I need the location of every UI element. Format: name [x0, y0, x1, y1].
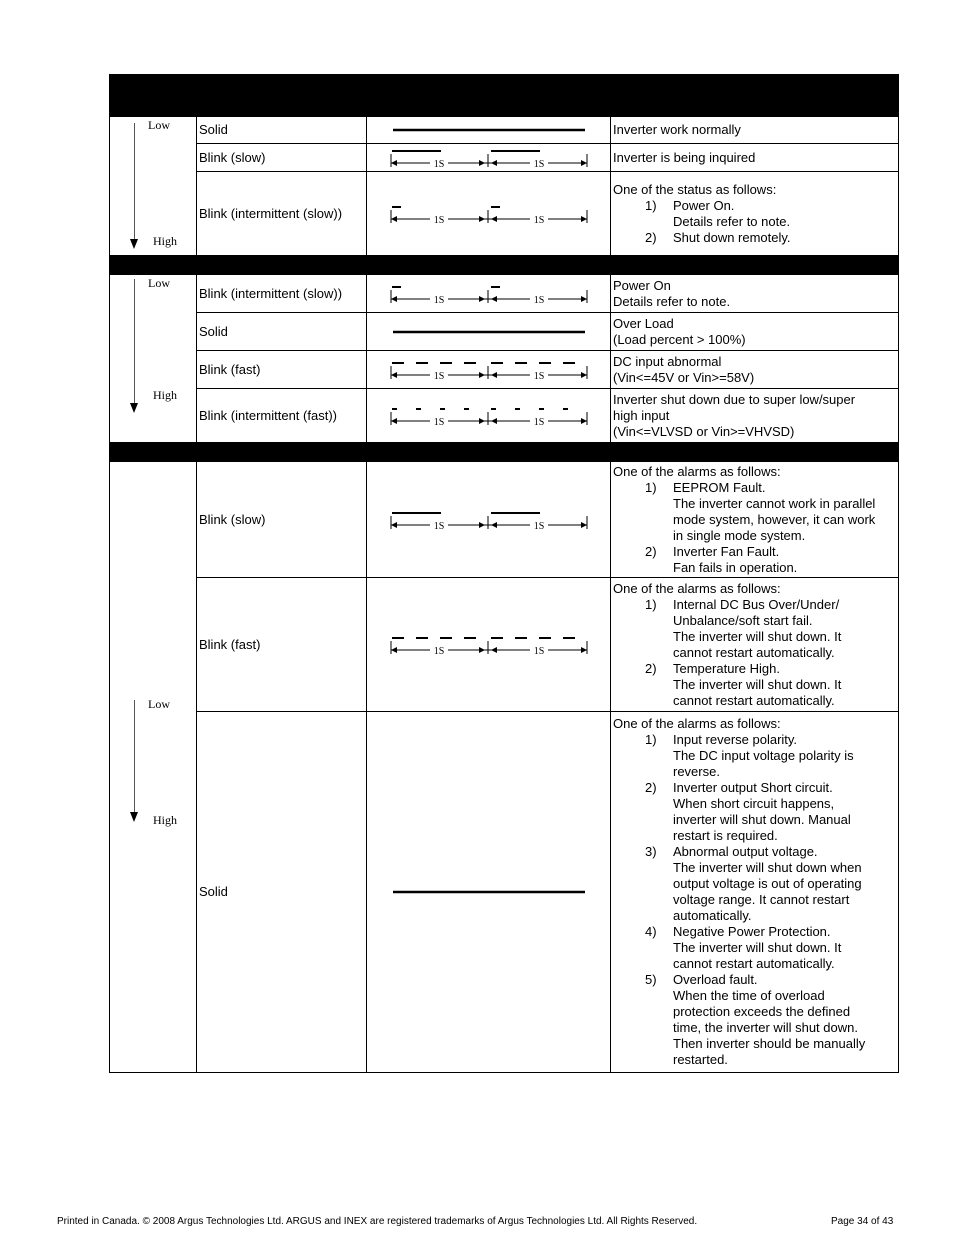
description-line: high input [613, 407, 670, 423]
column-header-bar [110, 98, 899, 117]
led-mode-cell: Solid [197, 117, 367, 144]
header-cell [110, 98, 197, 117]
list-item-line: cannot restart automatically. [673, 956, 835, 971]
description-line: (Vin<=VLVSD or Vin>=VHVSD) [613, 423, 795, 439]
table-row [110, 172, 899, 256]
list-item-number: 1) [645, 479, 657, 495]
table-row [110, 275, 899, 313]
timing-arrowhead [479, 522, 485, 528]
list-item-line: Inverter output Short circuit. [673, 780, 833, 795]
led-mode-cell: Blink (slow) [197, 462, 367, 578]
description-intro: One of the alarms as follows: [613, 580, 781, 596]
table-row [110, 462, 899, 578]
led-pattern-fast [389, 632, 589, 658]
list-item-number: 1) [645, 197, 657, 213]
list-item-line: restarted. [673, 1052, 728, 1067]
led-mode-cell: Blink (intermittent (fast)) [197, 389, 367, 443]
description-list [613, 732, 896, 1068]
list-item-line: restart is required. [673, 828, 778, 843]
list-item-line: Negative Power Protection. [673, 924, 831, 939]
header-cell [367, 98, 611, 117]
list-item-line: Internal DC Bus Over/Under/ [673, 596, 840, 612]
priority-cell [110, 117, 197, 256]
timing-arrowhead [391, 522, 397, 528]
table-row [110, 117, 899, 144]
led-mode-cell: Blink (intermittent (slow)) [197, 172, 367, 256]
description-cell [611, 389, 899, 443]
priority-low-label: Low [148, 276, 170, 290]
description-cell [611, 712, 899, 1073]
list-item-number: 2) [645, 229, 657, 245]
section-header-bar [110, 256, 899, 275]
description-list [613, 480, 896, 576]
timing-arrowhead [391, 160, 397, 166]
description-line: DC input abnormal [613, 353, 722, 369]
arrow-down-icon [130, 812, 138, 822]
priority-high-label: High [153, 388, 177, 402]
list-item-number: 1) [645, 596, 657, 612]
list-item-line: Shut down remotely. [673, 229, 791, 245]
description-cell [611, 578, 899, 712]
timing-arrowhead [479, 216, 485, 222]
period-label: 1S [433, 416, 444, 428]
priority-cell [110, 462, 197, 1073]
header-cell [611, 98, 899, 117]
description-list-item [613, 480, 896, 544]
period-label: 1S [433, 370, 444, 382]
description-intro: One of the alarms as follows: [613, 463, 781, 479]
priority-arrow-line [134, 279, 135, 403]
header-cell [611, 256, 899, 275]
timing-arrowhead [479, 372, 485, 378]
list-item-line: mode system, however, it can work [673, 511, 876, 527]
led-pattern-cell [367, 172, 611, 256]
list-item-line: Fan fails in operation. [673, 559, 798, 575]
table-row [110, 144, 899, 172]
description-list-item [613, 597, 896, 661]
list-item-line: inverter will shut down. Manual [673, 812, 851, 827]
list-item-line: The inverter will shut down. It [673, 628, 842, 644]
header-cell [110, 256, 197, 275]
timing-arrowhead [581, 418, 587, 424]
description-cell [611, 117, 899, 144]
description-list-item [613, 924, 896, 972]
description-cell [611, 172, 899, 256]
list-item-number: 2) [645, 543, 657, 559]
header-cell [367, 443, 611, 462]
table-row [110, 313, 899, 351]
timing-arrowhead [391, 296, 397, 302]
timing-arrowhead [391, 372, 397, 378]
led-pattern-solid [389, 319, 589, 345]
period-label: 1S [533, 214, 544, 226]
timing-arrowhead [581, 372, 587, 378]
led-pattern-slow [389, 507, 589, 533]
description-list-item [613, 544, 896, 576]
timing-arrowhead [491, 160, 497, 166]
list-item-line: reverse. [673, 764, 720, 779]
led-mode-cell: Blink (slow) [197, 144, 367, 172]
list-item-line: automatically. [673, 908, 752, 923]
led-pattern-cell [367, 712, 611, 1073]
list-item-line: Abnormal output voltage. [673, 844, 818, 859]
led-mode-cell: Blink (fast) [197, 351, 367, 389]
description-line: Details refer to note. [613, 293, 731, 309]
table-title-bar [110, 75, 899, 98]
led-pattern-cell [367, 389, 611, 443]
led-pattern-int-slow [389, 281, 589, 307]
led-pattern-cell [367, 313, 611, 351]
header-cell [197, 256, 367, 275]
list-item-line: Overload fault. [673, 972, 758, 987]
table-row [110, 351, 899, 389]
header-cell [110, 443, 197, 462]
footer-copyright: Printed in Canada. © 2008 Argus Technologies Ltd. ARGUS and INEX are registered trademarks of Argus Technologies Ltd. All Rights Reserved. [57, 1216, 698, 1227]
description-intro: One of the status as follows: [613, 181, 777, 197]
description-list [613, 198, 896, 246]
list-item-line: cannot restart automatically. [673, 692, 835, 708]
period-label: 1S [533, 645, 544, 657]
priority-arrow-line [134, 700, 135, 812]
description-line: Power On [613, 277, 671, 293]
timing-arrowhead [391, 418, 397, 424]
description-list [613, 597, 896, 709]
list-item-number: 5) [645, 972, 657, 987]
description-intro: One of the alarms as follows: [613, 716, 781, 731]
priority-arrow-line [134, 123, 135, 239]
period-label: 1S [433, 214, 444, 226]
priority-low-label: Low [148, 697, 170, 711]
table-row [110, 712, 899, 1073]
led-pattern-cell [367, 351, 611, 389]
description-list-item [613, 230, 896, 246]
timing-arrowhead [479, 647, 485, 653]
list-item-number: 3) [645, 844, 657, 859]
description-line: Over Load [613, 315, 674, 331]
period-label: 1S [433, 645, 444, 657]
led-pattern-cell [367, 144, 611, 172]
description-line: (Vin<=45V or Vin>=58V) [613, 369, 755, 385]
led-mode-cell: Blink (intermittent (slow)) [197, 275, 367, 313]
description-cell [611, 462, 899, 578]
header-cell [611, 443, 899, 462]
header-cell [367, 256, 611, 275]
timing-arrowhead [581, 647, 587, 653]
list-item-line: The inverter will shut down. It [673, 676, 842, 692]
period-label: 1S [533, 158, 544, 170]
period-label: 1S [533, 370, 544, 382]
timing-arrowhead [479, 418, 485, 424]
period-label: 1S [533, 520, 544, 532]
led-pattern-fast [389, 357, 589, 383]
led-mode-cell: Solid [197, 313, 367, 351]
list-item-line: Temperature High. [673, 660, 780, 676]
period-label: 1S [433, 158, 444, 170]
list-item-line: Then inverter should be manually [673, 1036, 866, 1051]
description-list-item [613, 732, 896, 780]
list-item-line: EEPROM Fault. [673, 479, 766, 495]
description-cell [611, 144, 899, 172]
list-item-line: cannot restart automatically. [673, 644, 835, 660]
priority-high-label: High [153, 234, 177, 248]
table-row [110, 389, 899, 443]
timing-arrowhead [491, 216, 497, 222]
list-item-line: Unbalance/soft start fail. [673, 612, 813, 628]
timing-arrowhead [491, 647, 497, 653]
list-item-line: Input reverse polarity. [673, 732, 798, 747]
led-pattern-cell [367, 117, 611, 144]
list-item-line: When the time of overload [673, 988, 825, 1003]
led-pattern-solid [389, 117, 589, 143]
list-item-number: 2) [645, 780, 657, 795]
description-line: Inverter work normally [613, 122, 741, 137]
list-item-line: output voltage is out of operating [673, 876, 862, 891]
arrow-down-icon [130, 239, 138, 249]
led-mode-cell: Solid [197, 712, 367, 1073]
timing-arrowhead [391, 216, 397, 222]
list-item-line: voltage range. It cannot restart [673, 892, 850, 907]
list-item-line: in single mode system. [673, 527, 806, 543]
list-item-line: Inverter Fan Fault. [673, 543, 780, 559]
list-item-line: The inverter will shut down. It [673, 940, 842, 955]
description-list-item [613, 661, 896, 709]
header-cell [197, 443, 367, 462]
description-line: Inverter shut down due to super low/super [613, 391, 856, 407]
period-label: 1S [433, 294, 444, 306]
list-item-number: 1) [645, 732, 657, 747]
header-cell [197, 98, 367, 117]
timing-arrowhead [391, 647, 397, 653]
list-item-number: 2) [645, 660, 657, 676]
led-pattern-solid [389, 879, 589, 905]
led-status-table [109, 74, 899, 1073]
timing-arrowhead [491, 522, 497, 528]
timing-arrowhead [581, 522, 587, 528]
period-label: 1S [533, 294, 544, 306]
description-cell [611, 313, 899, 351]
description-list-item [613, 844, 896, 924]
description-cell [611, 351, 899, 389]
led-pattern-int-fast [389, 403, 589, 429]
priority-low-label: Low [148, 118, 170, 132]
led-pattern-cell [367, 462, 611, 578]
led-pattern-slow [389, 145, 589, 171]
timing-arrowhead [491, 296, 497, 302]
description-list-item [613, 972, 896, 1068]
list-item-line: The inverter cannot work in parallel [673, 495, 876, 511]
led-pattern-cell [367, 275, 611, 313]
timing-arrowhead [581, 216, 587, 222]
led-pattern-int-slow [389, 201, 589, 227]
list-item-number: 4) [645, 924, 657, 939]
timing-arrowhead [491, 418, 497, 424]
list-item-line: Power On. [673, 197, 735, 213]
led-mode-cell: Blink (fast) [197, 578, 367, 712]
footer-page-number: Page 34 of 43 [831, 1216, 894, 1227]
description-list-item [613, 780, 896, 844]
table-row [110, 578, 899, 712]
description-cell [611, 275, 899, 313]
description-line: Inverter is being inquired [613, 149, 756, 165]
period-label: 1S [433, 520, 444, 532]
list-item-line: time, the inverter will shut down. [673, 1020, 858, 1035]
description-line: (Load percent > 100%) [613, 331, 746, 347]
list-item-line: The DC input voltage polarity is [673, 748, 854, 763]
timing-arrowhead [581, 296, 587, 302]
timing-arrowhead [479, 296, 485, 302]
priority-high-label: High [153, 813, 177, 827]
timing-arrowhead [491, 372, 497, 378]
led-pattern-cell [367, 578, 611, 712]
list-item-line: Details refer to note. [673, 213, 791, 229]
section-header-bar [110, 443, 899, 462]
arrow-down-icon [130, 403, 138, 413]
description-list-item [613, 198, 896, 230]
period-label: 1S [533, 416, 544, 428]
list-item-line: protection exceeds the defined [673, 1004, 851, 1019]
list-item-line: The inverter will shut down when [673, 860, 862, 875]
timing-arrowhead [581, 160, 587, 166]
list-item-line: When short circuit happens, [673, 796, 835, 811]
priority-cell [110, 275, 197, 443]
timing-arrowhead [479, 160, 485, 166]
